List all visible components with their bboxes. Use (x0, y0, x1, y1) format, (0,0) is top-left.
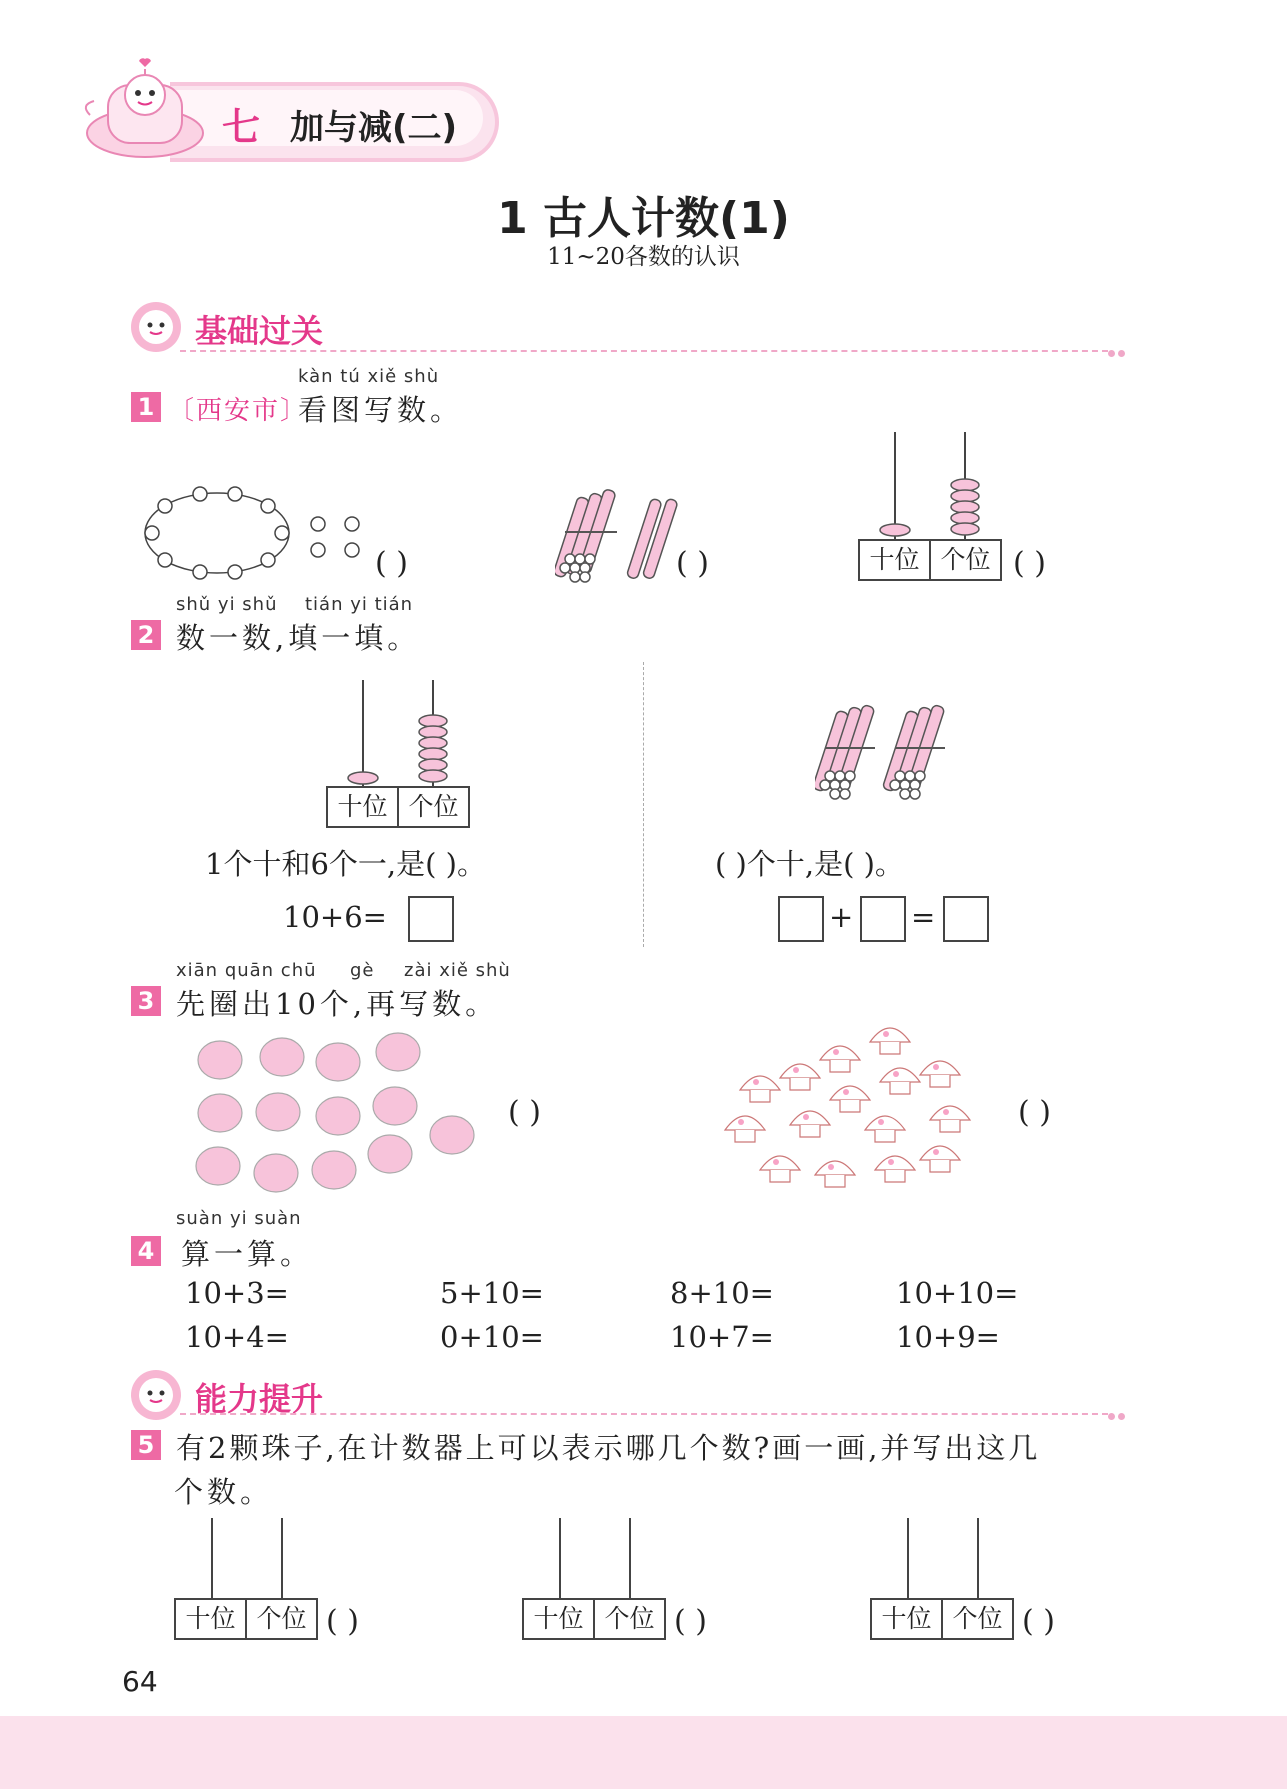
q4-calc-1-4: 10+10= (896, 1276, 1019, 1310)
q4-calc-1-3: 8+10= (670, 1276, 774, 1310)
q1-beads-ring-image (140, 478, 380, 588)
q1-counter-beads (872, 475, 992, 539)
q1-answer-a[interactable]: ( ) (375, 546, 408, 581)
q3-peaches-image (190, 1030, 480, 1200)
q2-right-box-2[interactable] (860, 896, 906, 942)
q2-right-box-3[interactable] (943, 896, 989, 942)
q1-sticks-bundle-image (555, 478, 685, 588)
q1-answer-c[interactable]: ( ) (1013, 546, 1046, 581)
q3-number: 3 (131, 986, 161, 1016)
q5-answer-3[interactable]: ( ) (1022, 1604, 1055, 1639)
section-advanced-divider (180, 1413, 1108, 1415)
q2-two-bundles-image (815, 700, 965, 810)
q5-counter2-ones-rod (629, 1518, 631, 1600)
tens-label: 十位 (185, 1604, 236, 1633)
q1-region: 〔西安市〕 (168, 396, 309, 426)
ones-label: 个位 (929, 541, 1000, 579)
q2-right-box-1[interactable] (778, 896, 824, 942)
q3-pinyin-c: zài xiě shù (404, 960, 511, 981)
q4-calc-2-1: 10+4= (185, 1320, 289, 1354)
q4-calc-1-1: 10+3= (185, 1276, 289, 1310)
q2-counter-beads (340, 712, 460, 788)
ones-label: 个位 (593, 1600, 664, 1638)
q5-counter1-ones-rod (281, 1518, 283, 1600)
q5-counter1-tens-rod (211, 1518, 213, 1600)
ones-label: 个位 (941, 1600, 1012, 1638)
q5-number: 5 (131, 1430, 161, 1460)
ones-label: 个位 (397, 788, 468, 826)
section-advanced-dots (1108, 1405, 1128, 1424)
q5-text-line1: 有2颗珠子,在计数器上可以表示哪几个数?画一画,并写出这几 (176, 1431, 1041, 1465)
q2-plus: + (829, 900, 854, 934)
section-basic-divider (180, 350, 1108, 352)
q4-calc-1-2: 5+10= (440, 1276, 544, 1310)
q4-number: 4 (131, 1236, 161, 1266)
q2-left-text: 1个十和6个一,是( )。 (205, 847, 486, 881)
q5-answer-1[interactable]: ( ) (326, 1604, 359, 1639)
q5-counter3-tens-rod (907, 1518, 909, 1600)
q4-calc-2-4: 10+9= (896, 1320, 1000, 1354)
q2-right-text: ( )个十,是( )。 (715, 847, 904, 881)
q3-text: 先圈出10个,再写数。 (176, 987, 499, 1021)
q1-pinyin: kàn tú xiě shù (298, 366, 440, 387)
q2-left-equation: 10+6= (283, 900, 387, 934)
bottom-band (0, 1716, 1287, 1789)
q4-calc-2-2: 0+10= (440, 1320, 544, 1354)
q5-text-line2: 个数。 (174, 1475, 274, 1509)
section-basic-title: 基础过关 (195, 312, 324, 350)
tens-label: 十位 (533, 1604, 584, 1633)
q4-text: 算一算。 (181, 1237, 314, 1271)
section-basic-dots (1108, 342, 1128, 361)
page-number: 64 (122, 1665, 158, 1698)
q1-number: 1 (131, 392, 161, 422)
q2-pinyin-a: shǔ yi shǔ (176, 594, 278, 615)
q5-counter3-ones-rod (977, 1518, 979, 1600)
q2-divider (643, 662, 644, 947)
q5-counter2-tens-rod (559, 1518, 561, 1600)
tens-label: 十位 (337, 792, 388, 821)
q1-text: 看图写数。 (298, 393, 464, 427)
ones-label: 个位 (245, 1600, 316, 1638)
q2-pinyin-b: tián yi tián (305, 594, 414, 615)
q4-calc-2-3: 10+7= (670, 1320, 774, 1354)
q1-answer-b[interactable]: ( ) (676, 546, 709, 581)
lesson-title: 1 古人计数(1) (497, 193, 790, 244)
q3-answer-a[interactable]: ( ) (508, 1095, 541, 1130)
q3-answer-b[interactable]: ( ) (1018, 1095, 1051, 1130)
tens-label: 十位 (869, 545, 920, 574)
q2-left-answer-box[interactable] (408, 896, 454, 942)
q3-mushrooms-image (720, 1020, 980, 1200)
q3-pinyin-a: xiān quān chū (176, 960, 317, 981)
q2-number: 2 (131, 620, 161, 650)
q5-answer-2[interactable]: ( ) (674, 1604, 707, 1639)
q1-place-box (858, 539, 1002, 581)
chapter-number: 七 (222, 105, 261, 149)
q2-equals: = (911, 900, 936, 934)
q5-counter1-place-box (174, 1598, 318, 1640)
mascot-sofa-icon (80, 55, 210, 160)
q4-pinyin: suàn yi suàn (176, 1208, 302, 1229)
q3-pinyin-b: gè (350, 960, 375, 981)
q5-counter3-place-box (870, 1598, 1014, 1640)
q2-place-box (326, 786, 470, 828)
q2-text: 数一数,填一填。 (176, 621, 421, 655)
chapter-title: 加与减(二) (290, 108, 458, 148)
lesson-subtitle: 11~20各数的认识 (547, 244, 740, 270)
tens-label: 十位 (881, 1604, 932, 1633)
section-advanced-title: 能力提升 (195, 1380, 324, 1418)
section-basic-icon (128, 300, 184, 354)
section-advanced-icon (128, 1368, 184, 1422)
q5-counter2-place-box (522, 1598, 666, 1640)
